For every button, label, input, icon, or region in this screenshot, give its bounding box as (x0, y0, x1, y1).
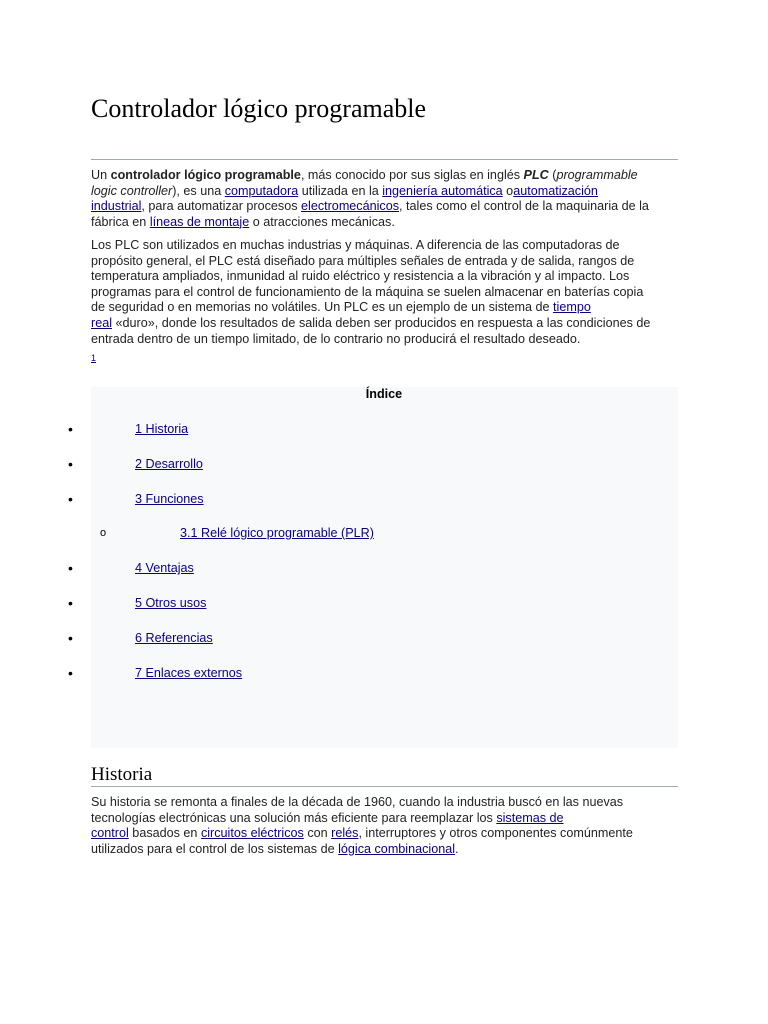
toc-title: Índice (365, 387, 403, 401)
toc-item-rele-logico-programable[interactable]: 3.1 Relé lógico programable (PLR) (180, 526, 374, 540)
paragraph-line (91, 842, 681, 858)
text-run: , para automatizar procesos (141, 199, 302, 214)
text-run: con (303, 826, 332, 841)
link-circuitos-electricos[interactable]: circuitos eléctricos (200, 826, 304, 841)
toc-item-funciones[interactable]: 3 Funciones (135, 492, 204, 506)
paragraph-line (91, 168, 681, 184)
historia-paragraph (91, 795, 681, 857)
paragraph-line: entrada dentro de un tiempo limitado, de lo contrario no producirá el resultado deseado. (91, 331, 581, 346)
text-run: ( (548, 168, 557, 182)
section-divider (91, 786, 678, 787)
bullet-icon: • (68, 491, 73, 507)
paragraph-line (91, 316, 681, 332)
text-run: tecnologías electrónicas una solución más eficiente para reemplazar los (91, 810, 497, 825)
link-ingenieria-automatica[interactable]: ingeniería automática (382, 183, 503, 198)
text-run: o (502, 183, 514, 198)
text-run: de seguridad o en memorias no volátiles. Un PLC es un ejemplo de un sistema de (91, 300, 554, 315)
reference-link[interactable]: 1 (91, 353, 97, 363)
toc-item-referencias[interactable]: 6 Referencias (135, 631, 213, 645)
italic-term: logic controller (91, 183, 173, 198)
text-run: «duro», donde los resultados de salida deben ser producidos en respuesta a las condiciones de (112, 315, 651, 330)
toc-item-ventajas[interactable]: 4 Ventajas (135, 561, 194, 575)
text-run: , tales como el control de la maquinaria de la (399, 199, 649, 214)
paragraph-line (91, 300, 681, 316)
link-automatizacion-industrial[interactable]: automatización (513, 183, 598, 198)
paragraph-line (91, 826, 681, 842)
link-lineas-de-montaje[interactable]: líneas de montaje (149, 214, 250, 229)
bullet-icon: • (68, 421, 73, 437)
bullet-icon: • (68, 560, 73, 576)
paragraph-line: Los PLC son utilizados en muchas industrias y máquinas. A diferencia de las computadoras de (91, 238, 620, 252)
link-reles[interactable]: relés (331, 826, 359, 841)
paragraph-line: temperatura ampliados, inmunidad al ruido eléctrico y resistencia a la vibración y al impacto. Los (91, 269, 630, 284)
text-run: , más conocido por sus siglas en inglés (300, 168, 524, 182)
paragraph-line (91, 215, 681, 231)
toc-item-desarrollo[interactable]: 2 Desarrollo (135, 457, 203, 471)
toc-item-otros-usos[interactable]: 5 Otros usos (135, 596, 207, 610)
text-run: o atracciones mecánicas. (249, 214, 395, 229)
link-tiempo-real[interactable]: tiempo (553, 300, 591, 315)
bullet-icon: • (68, 456, 73, 472)
link-logica-combinacional[interactable]: lógica combinacional (338, 841, 456, 856)
text-run: utilizada en la (298, 183, 383, 198)
link-sistemas-de-control-cont[interactable]: control (91, 826, 129, 841)
toc-item-enlaces-externos[interactable]: 7 Enlaces externos (135, 666, 243, 680)
text-run: basados en (128, 826, 201, 841)
text-run: . (455, 841, 459, 856)
link-computadora[interactable]: computadora (224, 183, 299, 198)
title-divider (91, 159, 678, 160)
paragraph-line: programas para el control de funcionamiento de la máquina se suelen almacenar en baterías copia (91, 284, 644, 299)
intro-paragraph-1 (91, 168, 681, 230)
text-run: fábrica en (91, 214, 150, 229)
link-automatizacion-industrial-cont[interactable]: industrial (91, 199, 142, 214)
abbreviation-plc: PLC (523, 168, 549, 182)
text-run: , interruptores y otros componentes comúnmente (358, 826, 633, 841)
intro-paragraph-2 (91, 238, 681, 347)
link-electromecanicos[interactable]: electromecánicos (301, 199, 400, 214)
paragraph-line (91, 811, 681, 827)
paragraph-line (91, 184, 681, 200)
paragraph-line (91, 199, 681, 215)
section-heading-historia: Historia (91, 764, 153, 785)
link-tiempo-real-cont[interactable]: real (91, 315, 112, 330)
bold-term: controlador lógico programable (110, 168, 301, 182)
paragraph-line: Su historia se remonta a finales de la década de 1960, cuando la industria buscó en las nuevas (91, 795, 624, 809)
text-run: Un (91, 168, 111, 182)
bullet-icon: • (68, 665, 73, 681)
bullet-icon: • (68, 595, 73, 611)
sub-bullet-icon: o (100, 527, 107, 539)
page-title: Controlador lógico programable (91, 94, 427, 123)
text-run: ), es una (172, 183, 225, 198)
toc-item-historia[interactable]: 1 Historia (135, 422, 189, 436)
bullet-icon: • (68, 630, 73, 646)
italic-term: programmable (556, 168, 638, 182)
paragraph-line: propósito general, el PLC está diseñado para múltiples señales de entrada y de salida, rangos de (91, 253, 635, 268)
link-sistemas-de-control[interactable]: sistemas de (496, 810, 564, 825)
text-run: utilizados para el control de los sistemas de (91, 841, 339, 856)
